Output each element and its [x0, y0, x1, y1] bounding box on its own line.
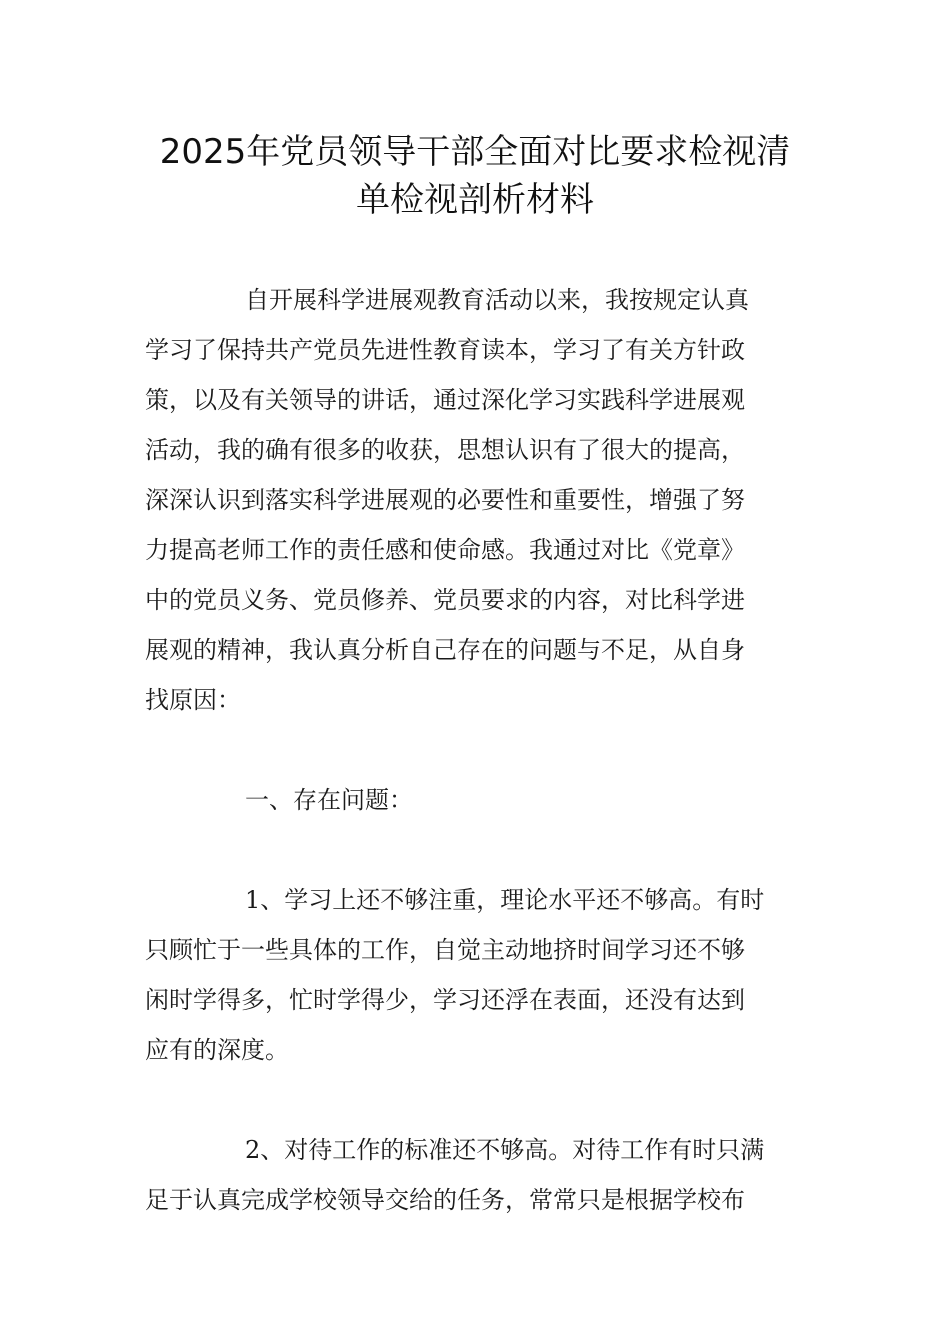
text-line: 深深认识到落实科学进展观的必要性和重要性，增强了努 — [145, 486, 745, 514]
section-heading — [145, 775, 807, 825]
problem-item-2 — [145, 1125, 807, 1225]
title-line: 单检视剖析材料 — [356, 180, 594, 220]
text-line: 活动，我的确有很多的收获，思想认识有了很大的提高， — [145, 436, 745, 464]
text-line: 展观的精神，我认真分析自己存在的问题与不足，从自身 — [145, 636, 745, 664]
text-line: 闲时学得多，忙时学得少，学习还浮在表面，还没有达到 — [145, 986, 745, 1014]
text-line: 中的党员义务、党员修养、党员要求的内容，对比科学进 — [145, 586, 745, 614]
text-line: 足于认真完成学校领导交给的任务，常常只是根据学校布 — [145, 1186, 745, 1214]
text-line: 只顾忙于一些具体的工作，自觉主动地挤时间学习还不够 — [145, 936, 745, 964]
text-line: 2、对待工作的标准还不够高。对待工作有时只满 — [245, 1136, 765, 1164]
text-line: 策，以及有关领导的讲话，通过深化学习实践科学进展观 — [145, 386, 745, 414]
document-title — [0, 128, 950, 224]
problem-item-1 — [145, 875, 807, 1075]
intro-paragraph — [145, 275, 807, 725]
text-line: 学习了保持共产党员先进性教育读本，学习了有关方针政 — [145, 336, 745, 364]
text-line: 力提高老师工作的责任感和使命感。我通过对比《党章》 — [145, 536, 745, 564]
title-line: 2025年党员领导干部全面对比要求检视清 — [159, 132, 791, 172]
text-line: 1、学习上还不够注重，理论水平还不够高。有时 — [245, 886, 765, 914]
text-line: 应有的深度。 — [145, 1036, 289, 1064]
text-line: 找原因： — [145, 686, 241, 714]
section-heading-text: 一、存在问题： — [245, 786, 413, 814]
text-line: 自开展科学进展观教育活动以来，我按规定认真 — [245, 286, 749, 314]
